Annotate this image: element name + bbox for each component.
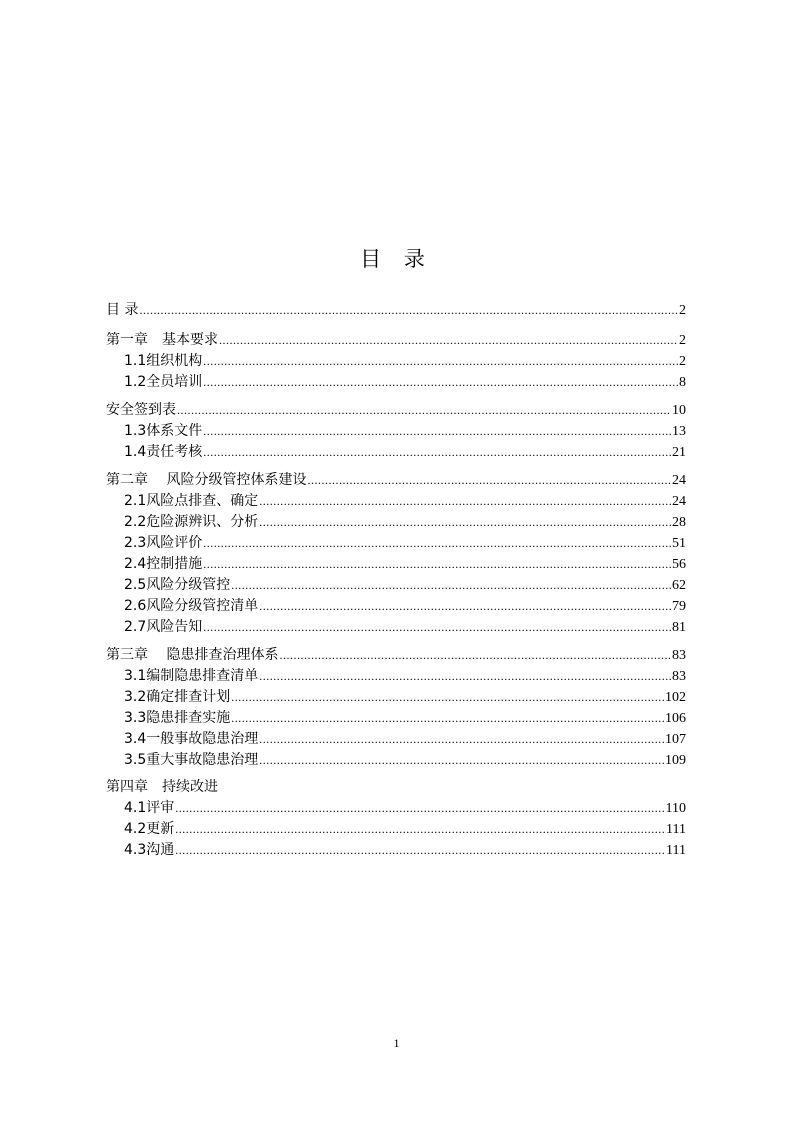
toc-entry-label: 2.6风险分级管控清单 — [124, 598, 259, 614]
toc-entry[interactable] — [124, 840, 686, 860]
toc-entry-label: 2.4控制措施 — [124, 556, 203, 572]
toc-entry[interactable] — [124, 372, 686, 392]
toc-entry[interactable] — [124, 729, 686, 749]
toc-leader-dots — [259, 666, 671, 686]
toc-entry-page: 79 — [672, 599, 686, 614]
toc-entry-label: 2.7风险告知 — [124, 619, 203, 635]
toc-leader-dots — [203, 351, 678, 371]
toc-entry-label: 4.3沟通 — [124, 842, 175, 858]
toc-entry-label: 3.5重大事故隐患治理 — [124, 752, 259, 768]
toc-leader-dots — [203, 442, 671, 462]
toc-entry-label: 4.2更新 — [124, 821, 175, 837]
toc-entry-page: 62 — [672, 578, 686, 593]
toc-entry[interactable] — [106, 645, 686, 665]
toc-leader-dots — [231, 687, 664, 707]
toc-entry-label: 第三章 隐患排查治理体系 — [106, 647, 279, 663]
toc-entry[interactable] — [124, 491, 686, 511]
page-title: 目 录 — [360, 247, 433, 271]
toc-entry-label: 1.4责任考核 — [124, 444, 203, 460]
toc-leader-dots — [177, 400, 671, 420]
toc-entry[interactable] — [124, 750, 686, 770]
toc-leader-dots — [203, 554, 671, 574]
toc-entry-page: 56 — [672, 557, 686, 572]
toc-entry-label: 1.1组织机构 — [124, 353, 203, 369]
toc-entry-label: 3.2确定排查计划 — [124, 689, 231, 705]
toc-leader-dots — [219, 330, 678, 350]
toc-leader-dots — [231, 575, 671, 595]
toc-leader-dots — [175, 840, 665, 860]
toc-entry-label: 目 录 — [106, 302, 139, 318]
toc-leader-dots — [203, 421, 671, 441]
toc-leader-dots — [203, 372, 678, 392]
toc-entry[interactable] — [124, 708, 686, 728]
toc-entry-page: 51 — [672, 536, 686, 551]
toc-entry[interactable] — [124, 575, 686, 595]
toc-entry[interactable] — [106, 400, 686, 420]
toc-entry-page: 102 — [665, 690, 686, 705]
toc-entry-page: 110 — [665, 801, 686, 816]
toc-leader-dots — [175, 819, 665, 839]
toc-entry-page: 111 — [666, 822, 686, 837]
toc-leader-dots — [279, 645, 671, 665]
toc-entry[interactable] — [124, 421, 686, 441]
table-of-contents — [106, 0, 686, 900]
toc-leader-dots — [231, 708, 664, 728]
toc-entry-page: 28 — [672, 515, 686, 530]
toc-entry-label: 3.4一般事故隐患治理 — [124, 731, 259, 747]
toc-leader-dots — [175, 798, 664, 818]
toc-entry[interactable] — [124, 617, 686, 637]
toc-entry-page: 2 — [679, 303, 686, 318]
toc-leader-dots — [307, 470, 671, 490]
toc-entry-page: 24 — [672, 494, 686, 509]
toc-entry[interactable] — [106, 300, 686, 320]
toc-entry-label: 1.3体系文件 — [124, 423, 203, 439]
toc-leader-dots — [139, 300, 678, 320]
toc-entry[interactable] — [124, 819, 686, 839]
toc-entry-page: 8 — [679, 375, 686, 390]
toc-entry[interactable] — [124, 596, 686, 616]
toc-entry-page: 21 — [672, 445, 686, 460]
toc-entry-label: 第二章 风险分级管控体系建设 — [106, 472, 307, 488]
toc-leader-dots — [203, 533, 671, 553]
toc-entry-label: 2.3风险评价 — [124, 535, 203, 551]
toc-entry[interactable] — [124, 554, 686, 574]
toc-leader-dots — [259, 491, 671, 511]
toc-entry-label: 第四章 持续改进 — [106, 779, 218, 795]
toc-entry-label: 3.3隐患排查实施 — [124, 710, 231, 726]
toc-entry[interactable] — [106, 777, 686, 797]
toc-entry-page: 13 — [672, 424, 686, 439]
toc-entry-label: 安全签到表 — [106, 402, 176, 418]
toc-entry-page: 83 — [672, 669, 686, 684]
toc-entry-page: 107 — [665, 732, 686, 747]
toc-entry-page: 24 — [672, 473, 686, 488]
toc-leader-dots — [203, 617, 671, 637]
toc-entry-label: 2.1风险点排查、确定 — [124, 493, 259, 509]
toc-entry-page: 81 — [672, 620, 686, 635]
toc-leader-dots — [259, 512, 671, 532]
toc-entry-page: 2 — [679, 333, 686, 348]
toc-entry-label: 2.2危险源辨识、分析 — [124, 514, 259, 530]
toc-entry[interactable] — [124, 351, 686, 371]
toc-entry[interactable] — [106, 330, 686, 350]
toc-entry-page: 111 — [666, 843, 686, 858]
toc-entry-page: 106 — [665, 711, 686, 726]
toc-entry-label: 3.1编制隐患排查清单 — [124, 668, 259, 684]
toc-entry[interactable] — [124, 798, 686, 818]
toc-entry[interactable] — [106, 470, 686, 490]
toc-entry-label: 2.5风险分级管控 — [124, 577, 231, 593]
toc-leader-dots — [259, 729, 664, 749]
toc-entry[interactable] — [124, 666, 686, 686]
toc-entry-label: 第一章 基本要求 — [106, 332, 218, 348]
toc-entry-page: 109 — [665, 753, 686, 768]
toc-entry-label: 1.2全员培训 — [124, 374, 203, 390]
toc-leader-dots — [259, 596, 671, 616]
toc-entry-page: 10 — [672, 403, 686, 418]
toc-leader-dots — [259, 750, 664, 770]
toc-entry-page: 2 — [679, 354, 686, 369]
toc-entry-label: 4.1评审 — [124, 800, 175, 816]
toc-entry[interactable] — [124, 512, 686, 532]
page-number: 1 — [393, 1036, 400, 1050]
toc-entry[interactable] — [124, 687, 686, 707]
toc-entry[interactable] — [124, 442, 686, 462]
toc-entry[interactable] — [124, 533, 686, 553]
toc-entry-page: 83 — [672, 648, 686, 663]
